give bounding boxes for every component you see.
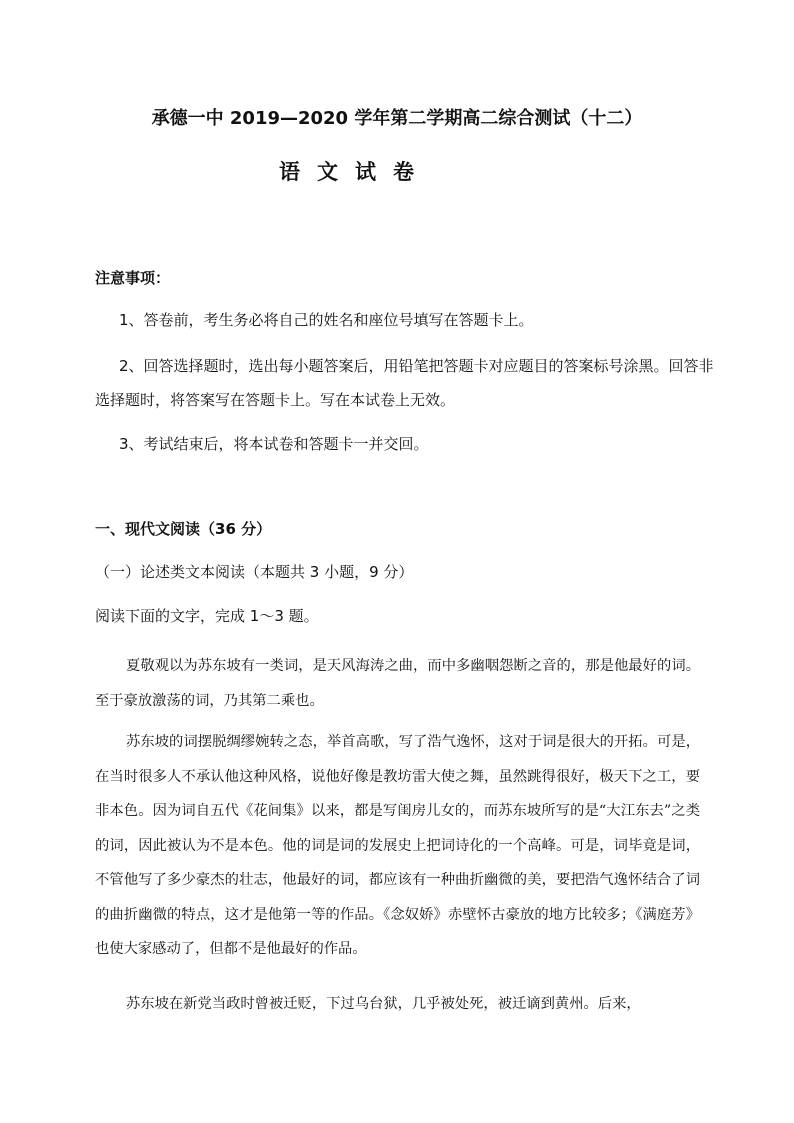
- page-title: 承德一中 2019—2020 学年第二学期高二综合测试（十二）: [151, 108, 643, 129]
- passage-paragraph-1: 夏敬观以为苏东坡有一类词，是天风海涛之曲，而中多幽咽怨断之音的，那是他最好的词。至于豪放激荡的词，乃其第二乘也。: [95, 658, 700, 709]
- sub-section-heading: （一）论述类文本阅读（本题共 3 小题，9 分）: [95, 563, 414, 581]
- notice-heading: 注意事项：: [95, 269, 171, 287]
- notice-item-1: 1、答卷前，考生务必将自己的姓名和座位号填写在答题卡上。: [119, 311, 534, 329]
- page-subtitle: 语文试卷: [279, 160, 431, 184]
- section-heading: 一、现代文阅读（36 分）: [95, 520, 272, 538]
- notice-item-3: 3、考试结束后，将本试卷和答题卡一并交回。: [119, 435, 429, 453]
- passage-paragraph-2: 苏东坡的词摆脱绸缪婉转之态，举首高歌，写了浩气逸怀，这对于词是很大的开拓。可是，在当时很多人不承认他这种风格，说他好像是教坊雷大使之舞，虽然跳得很好，极天下之工，要非本色。因为词自五代《花间集》以来，都是写闺房儿女的，而苏东坡所写的是“大江东去”之类的词，因此被认为不是本色。他的词是词的发展史上把词诗化的一个高峰。可是，词毕竟是词，不管他写了多少豪杰的壮志，他最好的词，都应该有一种曲折幽微的美，要把浩气逸怀结合了词的曲折幽微的特点，这才是他第一等的作品。《念奴娇》赤壁怀古豪放的地方比较多；《满庭芳》也使大家感动了，但都不是他最好的作品。: [95, 734, 700, 957]
- notice-item-2: 2、回答选择题时，选出每小题答案后，用铅笔把答题卡对应题目的答案标号涂黑。回答非选择题时，将答案写在答题卡上。写在本试卷上无效。: [95, 357, 714, 409]
- passage-paragraph-3: 苏东坡在新党当政时曾被迁贬，下过乌台狱，几乎被处死，被迁谪到黄州。后来，: [126, 996, 641, 1012]
- reading-instruction: 阅读下面的文字，完成 1～3 题。: [95, 607, 319, 625]
